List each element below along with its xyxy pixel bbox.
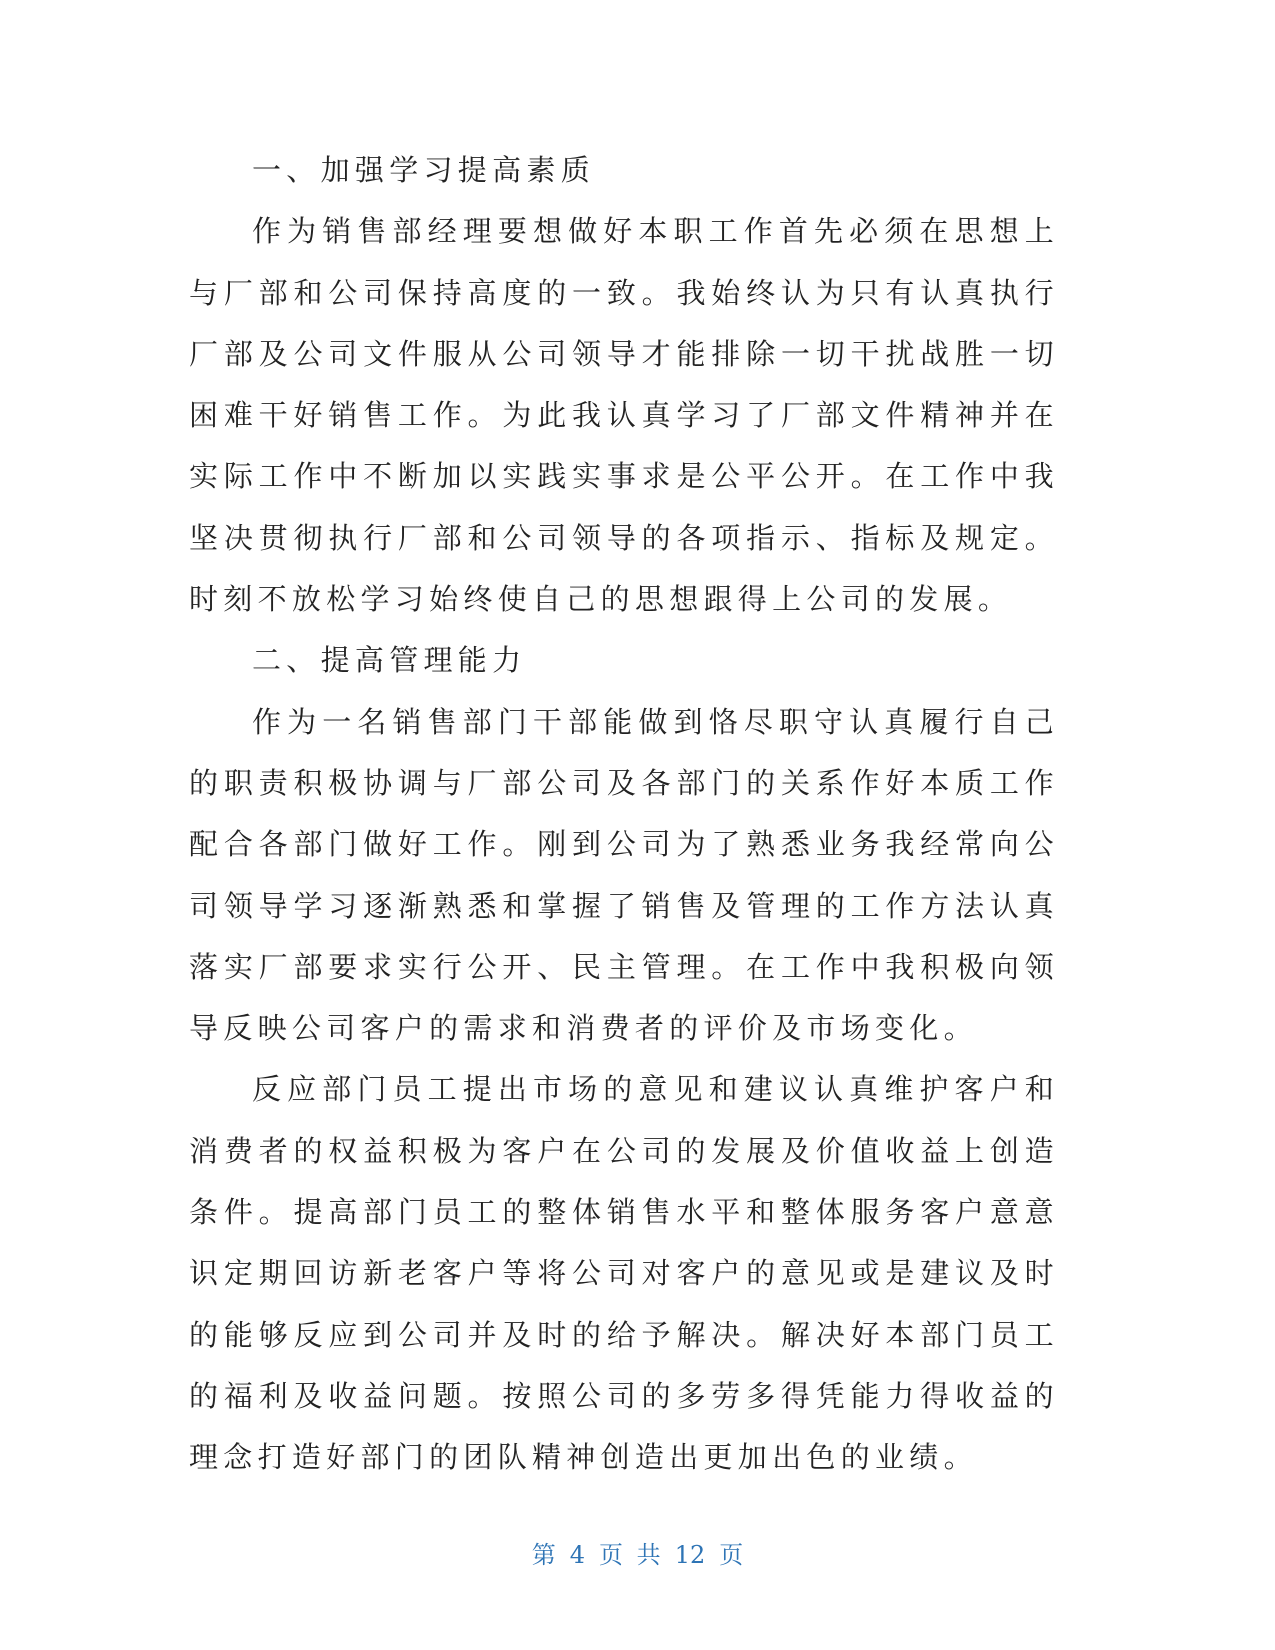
footer-middle: 页 共 (599, 1541, 661, 1569)
footer-prefix: 第 (531, 1541, 556, 1569)
footer-suffix: 页 (719, 1541, 744, 1569)
document-body (189, 140, 1059, 1489)
footer-total-pages: 12 (674, 1541, 706, 1569)
page-footer (0, 1535, 1275, 1570)
section-1-paragraph-1: 作为销售部经理要想做好本职工作首先必须在思想上与厂部和公司保持高度的一致。我始终认为只有认真执行厂部及公司文件服从公司领导才能排除一切干扰战胜一切困难干好销售工作。为此我认真学习了厂部文件精神并在实际工作中不断加以实践实事求是公平公开。在工作中我坚决贯彻执行厂部和公司领导的各项指示、指标及规定。时刻不放松学习始终使自己的思想跟得上公司的发展。 (189, 214, 1059, 617)
section-2-paragraph-1: 作为一名销售部门干部能做到恪尽职守认真履行自己的职责积极协调与厂部公司及各部门的关系作好本质工作配合各部门做好工作。刚到公司为了熟悉业务我经常向公司领导学习逐渐熟悉和掌握了销售及管理的工作方法认真落实厂部要求实行公开、民主管理。在工作中我积极向领导反映公司客户的需求和消费者的评价及市场变化。 (189, 704, 1059, 1046)
footer-current-page: 4 (569, 1541, 586, 1569)
section-heading-1: 一、加强学习提高素质 (252, 153, 596, 187)
section-2-paragraph-2: 反应部门员工提出市场的意见和建议认真维护客户和消费者的权益积极为客户在公司的发展及价值收益上创造条件。提高部门员工的整体销售水平和整体服务客户意意识定期回访新老客户等将公司对客户的意见或是建议及时的能够反应到公司并及时的给予解决。解决好本部门员工的福利及收益问题。按照公司的多劳多得凭能力得收益的理念打造好部门的团队精神创造出更加出色的业绩。 (189, 1072, 1059, 1475)
section-heading-2: 二、提高管理能力 (252, 643, 527, 678)
